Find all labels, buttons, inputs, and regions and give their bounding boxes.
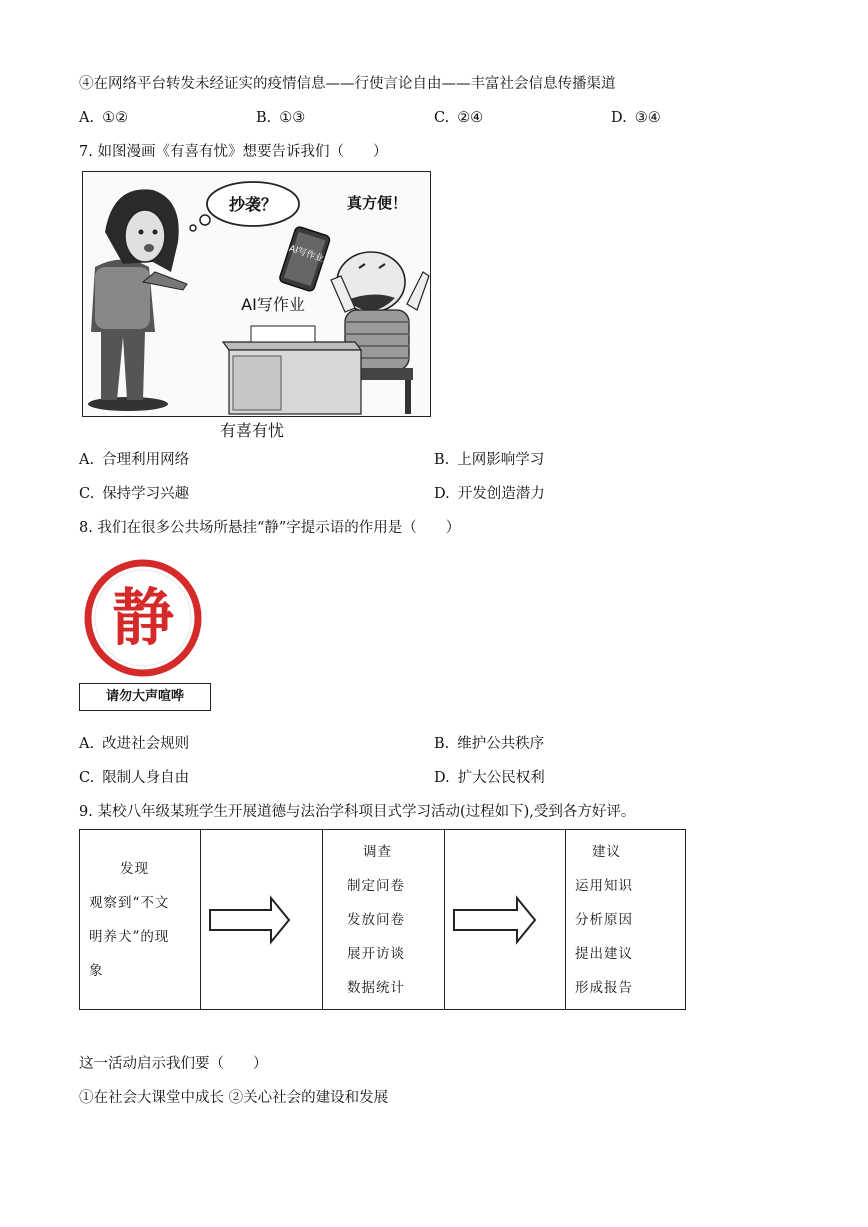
q8-stem: 8. 我们在很多公共场所悬挂“静”字提示语的作用是（ ） [79, 520, 461, 536]
discover-title: 发现 [120, 861, 149, 877]
survey-line-2: 发放问卷 [347, 912, 405, 928]
desk-text: AI写作业 [241, 295, 305, 314]
arrow-right-icon [201, 830, 323, 1009]
option-text: 改进社会规则 [102, 736, 190, 752]
suggest-line-1: 运用知识 [575, 878, 633, 894]
cartoon-drawing [83, 172, 430, 416]
option-key: C. [79, 770, 95, 786]
option-key: C. [79, 486, 95, 502]
suggest-line-3: 提出建议 [575, 946, 633, 962]
option-key: D. [434, 770, 450, 786]
cell-arrow-2 [445, 830, 566, 1009]
option-text: 保持学习兴趣 [102, 486, 190, 502]
q6-option-b[interactable] [256, 109, 305, 127]
process-table [79, 829, 686, 1010]
survey-line-3: 展开访谈 [347, 946, 405, 962]
bubble-left-text: 抄袭？ [228, 195, 278, 214]
option-text: 合理利用网络 [102, 452, 190, 468]
q8-option-a[interactable] [79, 735, 189, 753]
discover-line-2: 明养犬”的现 [89, 929, 170, 945]
suggest-line-4: 形成报告 [575, 980, 633, 996]
option-key: C. [434, 110, 450, 126]
option-key: D. [434, 486, 450, 502]
option-text: ①② [102, 110, 129, 126]
quiet-sign-icon [84, 559, 202, 677]
discover-line-3: 象 [89, 963, 104, 979]
cell-discover [80, 830, 201, 1009]
option-key: A. [79, 110, 95, 126]
cell-survey [323, 830, 445, 1009]
option-text: ②④ [457, 110, 484, 126]
cartoon-caption: 有喜有忧 [220, 421, 285, 440]
option-text: 维护公共秩序 [457, 736, 545, 752]
option-text: 上网影响学习 [457, 452, 545, 468]
suggest-title: 建议 [592, 844, 621, 860]
q6-option-c[interactable] [434, 109, 483, 127]
discover-line-1: 观察到“不文 [89, 895, 170, 911]
option-key: D. [611, 110, 627, 126]
option-key: A. [79, 452, 95, 468]
sign-banner: 请勿大声喧哗 [79, 683, 211, 711]
option-key: A. [79, 736, 95, 752]
survey-line-1: 制定问卷 [347, 878, 405, 894]
q9-prompt: 这一活动启示我们要（ ） [79, 1056, 268, 1072]
option-text: 扩大公民权利 [457, 770, 545, 786]
suggest-line-2: 分析原因 [575, 912, 633, 928]
phone-text: AI写作业 [287, 243, 325, 265]
option-text: ①③ [279, 110, 306, 126]
cartoon-image [82, 171, 431, 417]
q7-stem: 7. 如图漫画《有喜有忧》想要告诉我们（ ） [79, 144, 388, 160]
sign-char: 静 [111, 581, 175, 654]
q7-option-b[interactable] [434, 451, 544, 469]
q6-statement-4: ④在网络平台转发未经证实的疫情信息——行使言论自由——丰富社会信息传播渠道 [79, 76, 616, 92]
cell-arrow-1 [201, 830, 323, 1009]
cell-suggest [566, 830, 685, 1009]
q6-option-d[interactable] [611, 109, 661, 127]
arrow-right-icon [445, 830, 566, 1009]
option-key: B. [256, 110, 272, 126]
survey-title: 调查 [363, 844, 392, 860]
option-text: 开发创造潜力 [457, 486, 545, 502]
q8-option-d[interactable] [434, 769, 545, 787]
survey-line-4: 数据统计 [347, 980, 405, 996]
q6-option-a[interactable] [79, 109, 128, 127]
q9-stem: 9. 某校八年级某班学生开展道德与法治学科项目式学习活动(过程如下),受到各方好评。 [79, 804, 636, 820]
q7-option-a[interactable] [79, 451, 189, 469]
option-text: 限制人身自由 [102, 770, 190, 786]
option-key: B. [434, 452, 450, 468]
option-key: B. [434, 736, 450, 752]
q8-option-b[interactable] [434, 735, 544, 753]
phone-icon [279, 226, 331, 292]
q9-statements: ①在社会大课堂中成长 ②关心社会的建设和发展 [79, 1090, 389, 1106]
option-text: ③④ [634, 110, 661, 126]
q8-option-c[interactable] [79, 769, 189, 787]
bubble-right-text: 真方便！ [346, 194, 408, 212]
q7-option-c[interactable] [79, 485, 189, 503]
q7-option-d[interactable] [434, 485, 545, 503]
